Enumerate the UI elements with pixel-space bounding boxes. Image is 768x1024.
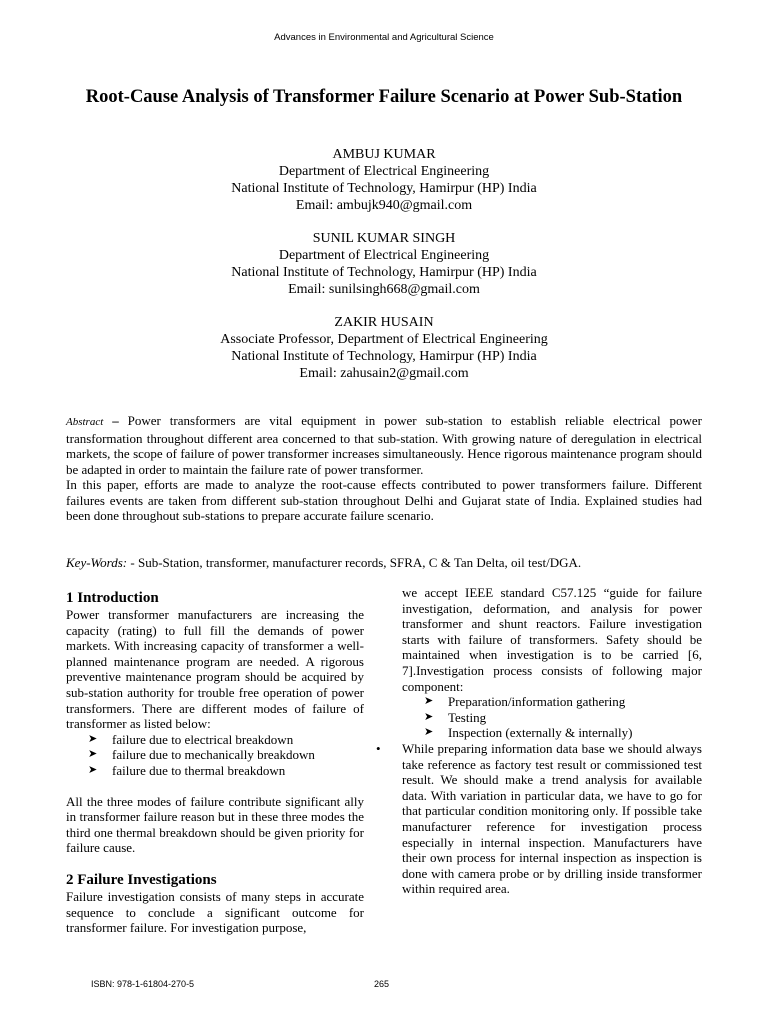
section-heading-introduction: 1 Introduction: [66, 590, 159, 606]
author-institution: National Institute of Technology, Hamirpur (HP) India: [231, 181, 537, 196]
author-name: ZAKIR HUSAIN: [334, 315, 434, 330]
bullet-dot-icon: •: [376, 740, 381, 756]
arrow-bullet-icon: ➤: [88, 748, 98, 761]
keywords-label: Key-Words:: [66, 555, 128, 570]
arrow-bullet-icon: ➤: [88, 763, 98, 776]
keywords-text: - Sub-Station, transformer, manufacturer records, SFRA, C & Tan Delta, oil test/DGA.: [127, 555, 582, 570]
investigation-paragraph-2: we accept IEEE standard C57.125 “guide for failure investigation, deformation, and analysis for power transformer and shunt reactors. Failure investigation starts with failure of transformers. Safety should be maintained when investigation is to be carried [6, 7].Investigation process consists of following major component:: [402, 585, 702, 694]
arrow-bullet-icon: ➤: [424, 726, 434, 739]
author-department: Department of Electrical Engineering: [278, 248, 490, 263]
left-column: [66, 589, 364, 936]
author-name: SUNIL KUMAR SINGH: [312, 231, 456, 246]
arrow-bullet-icon: ➤: [424, 710, 434, 723]
abstract-paragraph-1: Power transformers are vital equipment in power sub-station to establish reliable electrical power transformation throughout different area concerned to that sub-station. With growing nature of deregulation in electrical markets, the scope of failure of power transformer increases simultaneously. Hence rigorous maintenance program should be adapted in order to maintain the failure rate of power transformer.: [66, 413, 702, 477]
intro-paragraph-1: Power transformer manufacturers are increasing the capacity (rating) to full fill the demands of power markets. With increasing capacity of transformer a well-planned maintenance program are needed. A rigorous preventive maintenance program should be acquired by sub-station authority for trouble free operation of power transformers. There are different modes of failure of transformer as listed below:: [66, 607, 364, 732]
intro-paragraph-2: All the three modes of failure contribute significant ally in transformer failure reason but in these three modes the third one thermal breakdown should be given priority for failure cause.: [66, 793, 364, 856]
footer-isbn: ISBN: 978-1-61804-270-5: [91, 979, 195, 989]
investigation-bullet-paragraph: • While preparing information data base we should always take reference as factory test result or commissioned test result. We should make a trend analysis for available data. With variation in particular data, we have to go for that particular condition monitoring only. If possible take manufacturer reference for investigation process especially in internal inspection. Manufacturers have their own process for internal inspection as inspection is done with camera probe or by drilling inside transformer within required area.: [376, 740, 702, 897]
author-email: Email: sunilsingh668@gmail.com: [288, 282, 480, 297]
investigation-components-list: [402, 694, 702, 741]
abstract-paragraph-2: In this paper, efforts are made to analyze the root-cause effects contributed to power transformers failure. Different failures events are taken from different sub-station throughout Delhi and Gujarat state of India. Explained studies had been done throughout sub-stations to prepare accurate failure scenario.: [66, 477, 702, 523]
list-item: ➤ Inspection (externally & internally): [424, 725, 633, 741]
paper-title: Root-Cause Analysis of Transformer Failure Scenario at Power Sub-Station: [85, 87, 683, 107]
author-email: Email: zahusain2@gmail.com: [299, 366, 469, 381]
author-block-1: [0, 146, 768, 214]
list-item: ➤ failure due to mechanically breakdown: [88, 747, 315, 763]
journal-header: Advances in Environmental and Agricultural Science: [274, 32, 494, 43]
author-department: Associate Professor, Department of Electrical Engineering: [220, 332, 548, 347]
arrow-bullet-icon: ➤: [88, 732, 98, 745]
author-block-3: [0, 314, 768, 382]
failure-modes-list: [66, 732, 364, 779]
abstract-label: Abstract: [66, 416, 104, 428]
list-item: ➤ failure due to electrical breakdown: [88, 731, 294, 747]
abstract-dash: –: [103, 413, 128, 428]
page-number: 265: [374, 979, 390, 989]
investigation-paragraph-1: Failure investigation consists of many steps in accurate sequence to conclude a significant outcome for transformer failure. For investigation purpose,: [66, 888, 364, 936]
abstract: [66, 413, 702, 524]
keywords: [66, 555, 702, 571]
list-item: ➤ Testing: [424, 709, 487, 725]
author-department: Department of Electrical Engineering: [278, 164, 490, 179]
arrow-bullet-icon: ➤: [424, 695, 434, 708]
author-institution: National Institute of Technology, Hamirpur (HP) India: [231, 265, 537, 280]
author-email: Email: ambujk940@gmail.com: [295, 198, 473, 213]
list-item: ➤ failure due to thermal breakdown: [88, 762, 286, 778]
author-institution: National Institute of Technology, Hamirpur (HP) India: [231, 349, 537, 364]
list-item: ➤ Preparation/information gathering: [424, 694, 626, 710]
right-column: [376, 585, 702, 897]
section-heading-failure-investigations: 2 Failure Investigations: [66, 871, 217, 888]
author-block-2: [0, 230, 768, 298]
author-name: AMBUJ KUMAR: [332, 147, 436, 162]
